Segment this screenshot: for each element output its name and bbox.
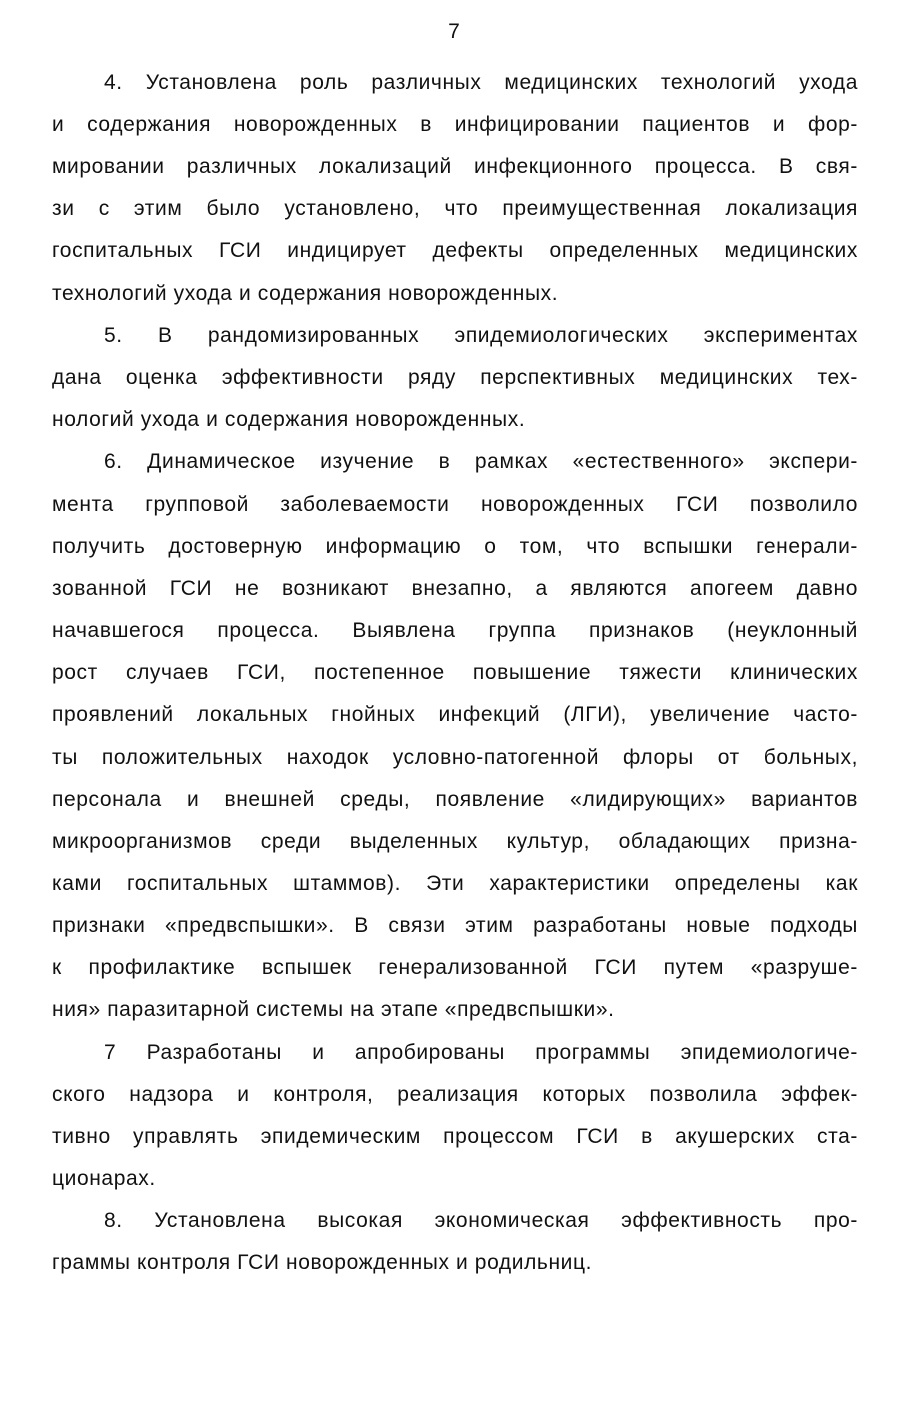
paragraph-line: ками госпитальных штаммов). Эти характеристики определены как xyxy=(52,872,858,895)
paragraph-line: начавшегося процесса. Выявлена группа признаков (неуклонный xyxy=(52,619,858,642)
paragraph-line: получить достоверную информацию о том, что вспышки генерали- xyxy=(52,535,858,558)
paragraph-line: проявлений локальных гнойных инфекций (ЛГИ), увеличение часто- xyxy=(52,703,858,726)
paragraph-line: 6. Динамическое изучение в рамках «естественного» экспери- xyxy=(104,450,858,473)
paragraph-line: 8. Установлена высокая экономическая эффективность про- xyxy=(104,1209,858,1232)
paragraph-line: дана оценка эффективности ряду перспективных медицинских тех- xyxy=(52,366,858,389)
paragraph-line: ния» паразитарной системы на этапе «предвспышки». xyxy=(52,998,615,1021)
paragraph-line: 7 Разработаны и апробированы программы эпидемиологиче- xyxy=(104,1041,858,1064)
page-number: 7 xyxy=(448,20,460,43)
paragraph-line: зи с этим было установлено, что преимущественная локализация xyxy=(52,197,858,220)
paragraph-line: признаки «предвспышки». В связи этим разработаны новые подходы xyxy=(52,914,858,937)
paragraph-line: мировании различных локализаций инфекционного процесса. В свя- xyxy=(52,155,858,178)
paragraph-line: мента групповой заболеваемости новорожденных ГСИ позволило xyxy=(52,493,858,516)
paragraph-line: к профилактике вспышек генерализованной ГСИ путем «разруше- xyxy=(52,956,858,979)
paragraph-line: технологий ухода и содержания новорожденных. xyxy=(52,282,559,305)
paragraph-line: зованной ГСИ не возникают внезапно, а являются апогеем давно xyxy=(52,577,858,600)
paragraph-line: 5. В рандомизированных эпидемиологических экспериментах xyxy=(104,324,858,347)
paragraph-line: ты положительных находок условно-патогенной флоры от больных, xyxy=(52,746,858,769)
paragraph-line: персонала и внешней среды, появление «лидирующих» вариантов xyxy=(52,788,858,811)
paragraph-line: тивно управлять эпидемическим процессом ГСИ в акушерских ста- xyxy=(52,1125,858,1148)
paragraph-line: микроорганизмов среди выделенных культур, обладающих призна- xyxy=(52,830,858,853)
paragraph-line: ционарах. xyxy=(52,1167,156,1190)
paragraph-line: 4. Установлена роль различных медицинских технологий ухода xyxy=(104,71,858,94)
paragraph-line: ского надзора и контроля, реализация которых позволила эффек- xyxy=(52,1083,858,1106)
paragraph-line: рост случаев ГСИ, постепенное повышение тяжести клинических xyxy=(52,661,858,684)
paragraph-line: госпитальных ГСИ индицирует дефекты определенных медицинских xyxy=(52,239,858,262)
paragraph-line: граммы контроля ГСИ новорожденных и родильниц. xyxy=(52,1251,593,1274)
paragraph-line: и содержания новорожденных в инфицировании пациентов и фор- xyxy=(52,113,858,136)
paragraph-line: нологий ухода и содержания новорожденных. xyxy=(52,408,526,431)
